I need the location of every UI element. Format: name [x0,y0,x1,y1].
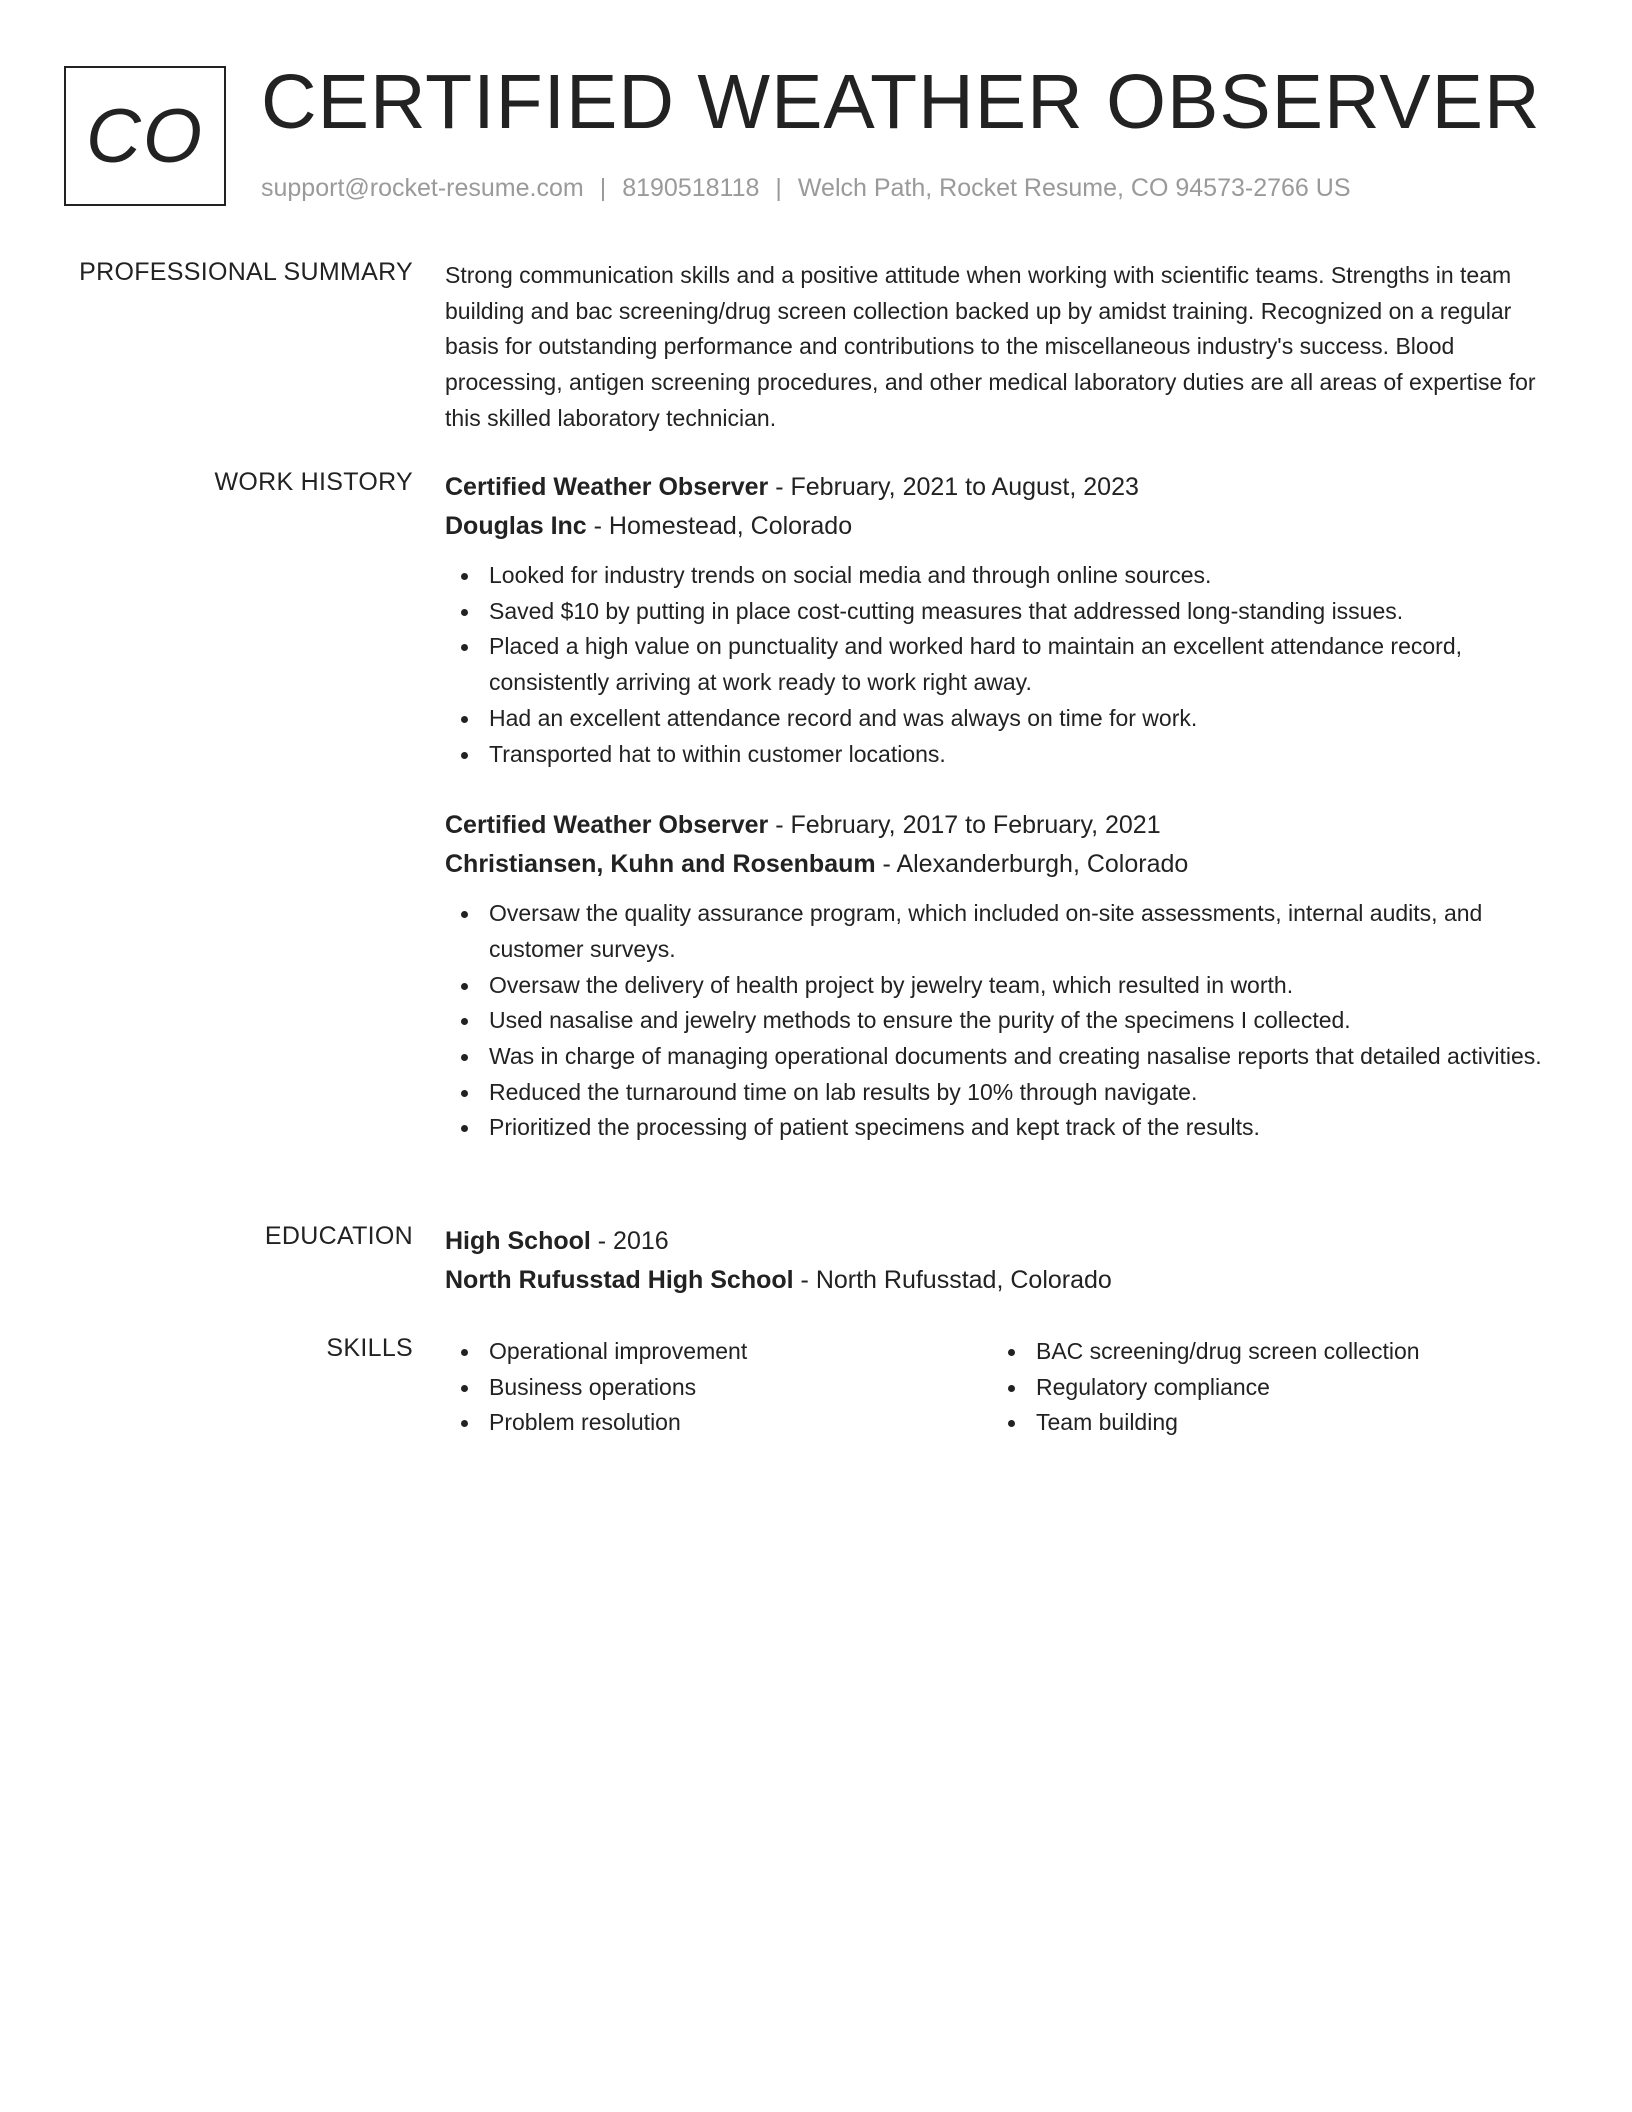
education-degree: High School [445,1227,591,1255]
section-label-summary: PROFESSIONAL SUMMARY [79,258,413,286]
skill-item: Business operations [489,1370,992,1406]
work-history-body [445,468,1560,1146]
education-location: - North Rufusstad, Colorado [793,1266,1112,1294]
job-location: - Homestead, Colorado [586,512,853,540]
job-bullet: Had an excellent attendance record and was always on time for work. [489,701,1560,737]
education-body [445,1222,1560,1300]
contact-phone: 8190518118 [622,174,760,202]
job-entry [445,806,1560,1146]
job-bullets [445,896,1560,1146]
contact-line [261,174,1351,203]
skill-item: Regulatory compliance [1036,1370,1512,1406]
skills-body [445,1334,1560,1441]
job-bullet: Reduced the turnaround time on lab results by 10% through navigate. [489,1075,1560,1111]
job-location: - Alexanderburgh, Colorado [875,850,1189,879]
job-company-line [445,844,1560,884]
section-label-education: EDUCATION [264,1222,413,1250]
job-bullet: Transported hat to within customer locations. [489,737,1560,773]
skill-item: BAC screening/drug screen collection [1036,1334,1512,1370]
job-company: Christiansen, Kuhn and Rosenbaum [445,850,876,879]
contact-separator: | [599,174,607,202]
job-bullet: Placed a high value on punctuality and worked hard to maintain an excellent attendance record, consistently arriving at work ready to work right away. [489,629,1560,700]
contact-separator: | [775,174,782,202]
job-company-line [445,506,1560,546]
section-label-skills: SKILLS [326,1334,413,1362]
education-school-line [445,1260,1560,1300]
education-degree-line [445,1222,1560,1260]
job-bullet: Was in charge of managing operational documents and creating nasalise reports that detailed activities. [489,1039,1560,1075]
job-bullet: Oversaw the delivery of health project by jewelry team, which resulted in worth. [489,968,1560,1004]
section-label-work: WORK HISTORY [214,468,413,496]
job-title: Certified Weather Observer [445,473,769,501]
job-bullet: Used nasalise and jewelry methods to ensure the purity of the specimens I collected. [489,1003,1560,1039]
job-dates: - February, 2021 to August, 2023 [768,473,1139,501]
job-entry [445,468,1560,772]
skills-grid [445,1334,1560,1441]
job-company: Douglas Inc [445,512,587,540]
resume-title: CERTIFIED WEATHER OBSERVER [261,59,1541,145]
skill-item: Problem resolution [489,1405,992,1441]
job-title-line [445,468,1560,506]
job-bullet: Prioritized the processing of patient specimens and kept track of the results. [489,1110,1560,1146]
job-bullet: Oversaw the quality assurance program, which included on-site assessments, internal audits, and customer surveys. [489,896,1560,967]
skills-list-left [445,1334,992,1441]
contact-address: Welch Path, Rocket Resume, CO 94573-2766 US [797,174,1351,202]
summary-text: Strong communication skills and a positive attitude when working with scientific teams. Strengths in team building and bac screening/drug screen collection backed up by amidst training. Recognized on a regular basis for outstanding performance and contributions to the miscellaneous industry's success. Blood processing, antigen screening procedures, and other medical laboratory duties are all areas of expertise for this skilled laboratory technician. [445,262,1536,431]
contact-email: support@rocket-resume.com [261,174,584,202]
job-title-line [445,806,1560,844]
skill-item: Operational improvement [489,1334,992,1370]
job-dates: - February, 2017 to February, 2021 [768,811,1161,840]
education-school: North Rufusstad High School [445,1266,794,1294]
education-year: - 2016 [590,1227,669,1255]
job-bullet: Saved $10 by putting in place cost-cutting measures that addressed long-standing issues. [489,594,1560,630]
monogram-logo: CO [64,66,226,206]
skill-item: Team building [1036,1405,1512,1441]
job-bullet: Looked for industry trends on social media and through online sources. [489,558,1560,594]
job-title: Certified Weather Observer [445,811,769,840]
summary-body [445,258,1560,437]
skills-list-right [992,1334,1512,1441]
job-bullets [445,558,1560,772]
